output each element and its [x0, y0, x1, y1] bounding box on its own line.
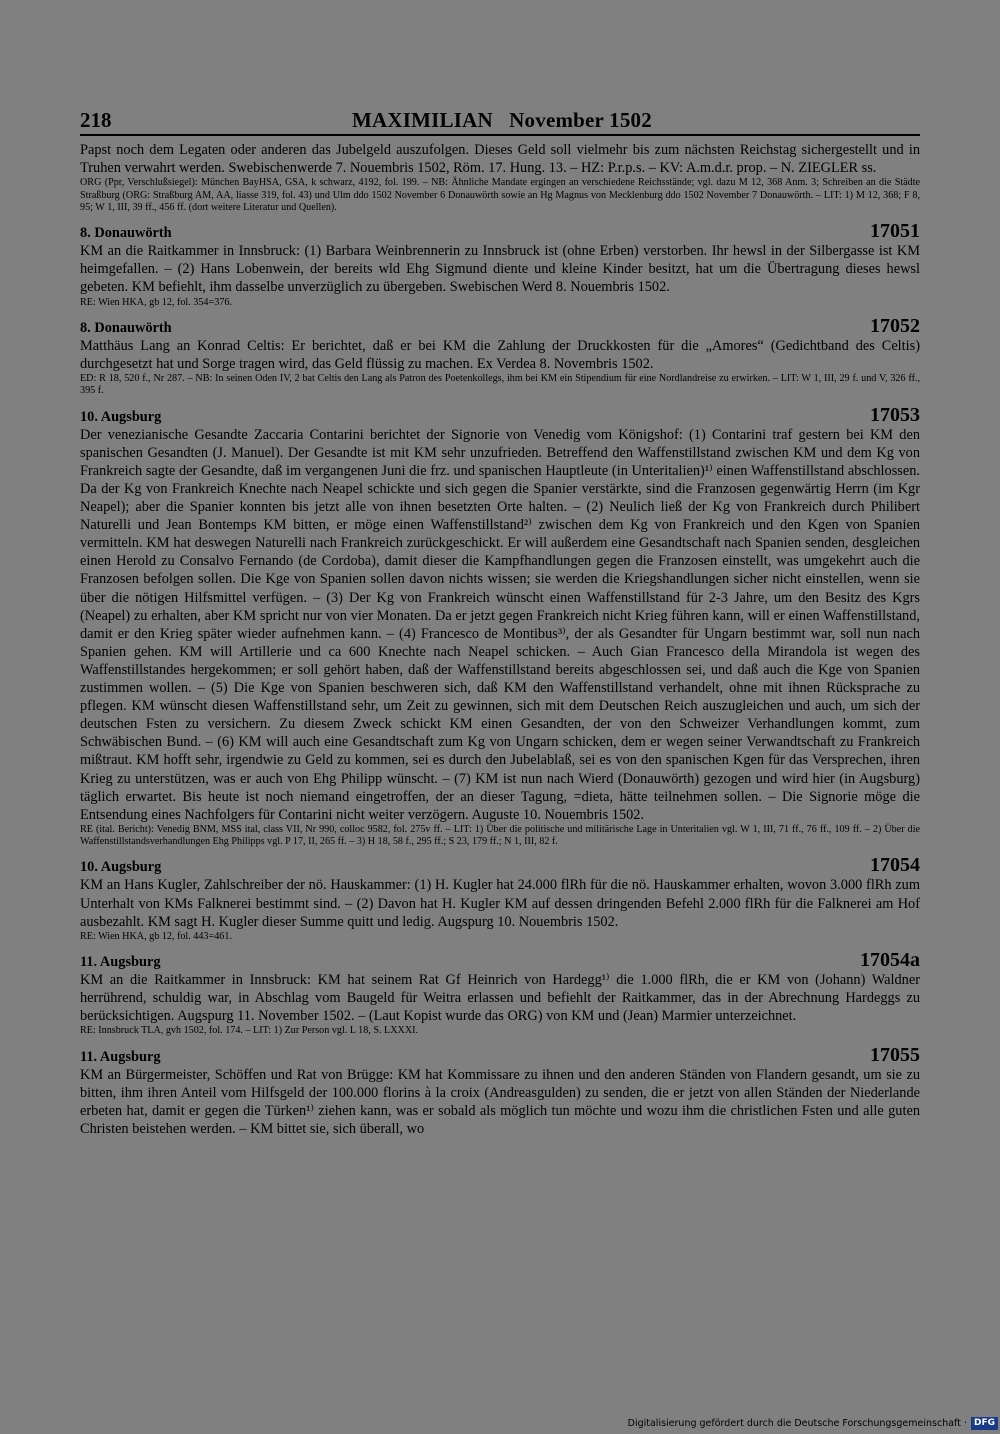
page-number: 218 — [80, 108, 112, 132]
entry-place: 8. Donauwörth — [80, 319, 172, 336]
entry-text: KM an die Raitkammer in Innsbruck: KM hat seinem Rat Gf Heinrich von Hardegg¹⁾ die 1.000 flRh, die er KM von (Johann) Waldner herrührend, schuldig war, in Abschlag vom Baugeld für Weitra erlassen und befiehlt der Raitkammer, das in der Abrechnung Hardeggs zu berücksichtigen. Augspurg 11. November 1502. – (Laut Kopist wurde das ORG) von KM und (Jean) Marmier unterzeichnet. — [80, 972, 920, 1025]
entry-note: RE: Wien HKA, gb 12, fol. 443=461. — [80, 930, 232, 942]
entry-note: RE (ital. Bericht): Venedig BNM, MSS ital, class VII, Nr 990, colloc 9582, fol. 275v ff. – LIT: 1) Über die politische und militärische Lage in Unteritalien vgl. W 1, III, 71 ff., 76 ff., 109 ff. – 2) Über die Waffenstillstandsverhandlungen Ehg Philipps vgl. P 17, II, 265 ff. – 3) H 18, 58 f., 295 ff.; S 23, 179 ff.; N 1, III, 82 f. — [80, 823, 920, 848]
intro-note: ORG (Ppr, Verschlußsiegel): München BayHSA, GSA, k schwarz, 4192, fol. 199. – NB: Ähnliche Mandate ergingen an verschiedene Reichsstände; vgl. dazu M 12, 368 Anm. 3; Schreiben an die Städte Straßburg (ORG: Straßburg AM, AA, liasse 319, fol. 43) und Ulm ddo 1502 November 6 Donauwörth sowie an Hg Magnus von Mecklenburg ddo 1502 November 7 Donauwörth. – LIT: 1) M 12, 368; F 8, 95; W 1, III, 39 ff., 456 ff. (dort weitere Literatur und Quellen). — [80, 177, 920, 213]
entry-text: Der venezianische Gesandte Zaccaria Contarini berichtet der Signorie von Venedig vom Königshof: (1) Contarini traf gestern bei KM den spanischen Gesandten (J. Manuel). Der Gesandte ist mit KM sehr unzufrieden. Betreffend den Waffenstillstand zwischen KM und dem Kg von Frankreich sagte der Gesandte, daß im vergangenen Juni die frz. und spanischen Hauptleute (in Unteritalien)¹⁾ einen Waffenstillstand abschlossen. Da der Kg von Frankreich Knechte nach Neapel schickte und sich gegen die Spanier verstärkte, sind die Franzosen gegenwärtig Herrn (im Kgr Neapel); aber die Spanier konnten bis jetzt alle von ihnen besetzten Orte halten. – (2) Neulich ließ der Kg von Frankreich durch Philibert Naturelli und Jean Bontemps KM bitten, er möge einen Waffenstillstand²⁾ zwischen dem Kg von Frankreich und den Kgen von Spanien vermitteln. KM hat deswegen Naturelli nach Frankreich zurückgeschickt. Er will außerdem eine Gesandtschaft nach Spanien senden, desgleichen einen Herold zu Consalvo Fernando (de Cordoba), damit dieser die Kampfhandlungen gegen die Franzosen einstellt, was umgekehrt auch die Franzosen befolgen sollen. Die Kge von Spanien sollen davon nichts wissen; sie werden die Kriegshandlungen sicher nicht einstellen, wenn sie über die nötigen Hilfsmittel verfügen. – (3) Der Kg von Frankreich wünscht einen Waffenstillstand für 2-3 Jahre, um den Besitz des Kgrs (Neapel) zu erhalten, aber KM spricht nur von vier Monaten. Da er jetzt gegen Frankreich nicht Krieg führen kann, will er einen Waffenstillstand, damit er den Krieg später wieder aufnehmen kann. – (4) Francesco de Montibus³⁾, der als Gesandter für Ungarn bestimmt war, soll nun nach Spanien gehen. KM will Artillerie und ca 600 Knechte nach Neapel schicken. – Auch Gian Francesco della Mirandola ist wegen des Waffenstillstandes hergekommen; er soll gehört haben, daß der Waffenstillstand bereits abgeschlossen sei, und daß auch die Kge von Spanien zustimmen wollen. – (5) Die Kge von Spanien beschweren sich, daß KM den Waffenstillstand verhandelt, ohne mit ihnen Rücksprache zu pflegen. KM wünscht diesen Waffenstillstand sehr, um Zeit zu gewinnen, sich mit dem Deutschen Reich auszugleichen und auch, um sich der deutschen Fsten zu versichern. Zu diesem Zweck schickt KM einen Gesandten, der von den Schweizer Verhandlungen kommt, zum Schwäbischen Bund. – (6) KM will auch eine Gesandtschaft zum Kg von Ungarn schicken, dem er wegen seiner Verwandtschaft zu Frankreich mißtraut. KM hofft sehr, irgendwie zu Geld zu kommen, sei es durch den Jubelablaß, sei es von den spanischen Kgen für das Versprechen, ihren Krieg zu unterstützen, was er auch von Ehg Philipp wünscht. – (7) KM ist nun nach Wierd (Donauwörth) gezogen und wird hier (in Augsburg) täglich erwartet. Bis heute ist noch niemand eingetroffen, der an dieser Tagung, =dieta, hätte teilnehmen sollen. – Die Signorie möge die Entsendung eines Nachfolgers für Contarini nicht weiter verzögern. Auguste 10. Nouembris 1502. — [80, 426, 920, 823]
intro-text: Papst noch dem Legaten oder anderen das Jubelgeld auszufolgen. Dieses Geld soll vielmehr bis zum nächsten Reichstag sichergestellt und in Truhen verwahrt werden. Swebischenwerde 7. Nouembris 1502, Röm. 17. Hung. 13. – HZ: P.r.p.s. – KV: A.m.d.r. prop. – N. ZIEGLER ss. — [80, 142, 920, 177]
entry-head — [80, 951, 920, 971]
entry-place: 10. Augsburg — [80, 408, 162, 425]
header-rule — [80, 134, 920, 136]
footer-credit — [628, 1417, 998, 1430]
entry-text: Matthäus Lang an Konrad Celtis: Er berichtet, daß er bei KM die Zahlung der Druckkosten für die „Amores“ (Gedichtband des Celtis) durchgesetzt hat und Sorge tragen wird, das Geld flüssig zu machen. Ex Verdea 8. Novembris 1502. — [80, 337, 920, 372]
entry-text: KM an die Raitkammer in Innsbruck: (1) Barbara Weinbrennerin zu Innsbruck ist (ohne Erben) verstorben. Ihr hewsl in der Silbergasse ist KM heimgefallen. – (2) Hans Lobenwein, der bereits wld Ehg Sigmund diente und kleine Kinder besitzt, hat um die Übertragung dieses hewsl gebeten. KM befiehlt, ihm dasselbe unverzüglich zu übergeben. Swebischen Werd 8. Nouembris 1502. — [80, 243, 920, 296]
entry-number: 17054 — [870, 854, 920, 877]
entry-note: ED: R 18, 520 f., Nr 287. – NB: In seinen Oden IV, 2 bat Celtis den Lang als Patron des Poetenkollegs, ihm bei KM ein Stipendium für eine Nordlandreise zu erwirken. – LIT: W 1, III, 29 f. und V, 326 ff., 395 f. — [80, 373, 920, 397]
entry-place: 10. Augsburg — [80, 859, 162, 876]
entry-number: 17053 — [870, 403, 920, 426]
footer-text: Digitalisierung gefördert durch die Deutsche Forschungsgemeinschaft · — [627, 1418, 967, 1429]
entry-head — [80, 314, 920, 337]
page-header — [80, 108, 920, 136]
entry-number: 17054a — [860, 949, 920, 972]
entry-head — [80, 1043, 920, 1066]
entry-number: 17052 — [870, 314, 920, 337]
running-title: MAXIMILIAN November 1502 — [352, 108, 652, 132]
entry-place: 11. Augsburg — [80, 954, 161, 971]
entry-head — [80, 403, 920, 426]
entry-head — [80, 222, 920, 242]
entry-text: KM an Hans Kugler, Zahlschreiber der nö. Hauskammer: (1) H. Kugler hat 24.000 flRh für die nö. Hauskammer erhalten, wovon 3.000 flRh zum Unterhalt von KMs Falknerei bestimmt sind. – (2) Davon hat H. Kugler KM auf dessen dringenden Befehl 2.000 flRh für die Falknerei am Hof ausbezahlt. KM sagt H. Kugler dieser Summe quitt und ledig. Augspurg 10. Nouembris 1502. — [80, 877, 920, 930]
entry-note: RE: Wien HKA, gb 12, fol. 354=376. — [80, 296, 232, 308]
page-content — [80, 141, 920, 1138]
entry-note: RE: Innsbruck TLA, gvh 1502, fol. 174. – LIT: 1) Zur Person vgl. L 18, S. LXXXI. — [80, 1025, 419, 1037]
entry-number: 17051 — [870, 220, 920, 243]
entry-place: 11. Augsburg — [80, 1048, 161, 1065]
dfg-logo: DFG — [971, 1417, 998, 1430]
entry-head — [80, 856, 920, 876]
entry-text: KM an Bürgermeister, Schöffen und Rat von Brügge: KM hat Kommissare zu ihnen und den anderen Ständen von Flandern gesandt, um sie zu bitten, ihm ihren Anteil vom Hilfsgeld der 100.000 florins à la croix (Andreasgulden) zu senden, die er jetzt von allen Ständen der Niederlande erbeten hat, damit er gegen die Türken¹⁾ ziehen kann, was er sobald als möglich tun möchte und wozu ihm die christlichen Fsten und alle guten Christen beistehen werden. – KM bittet sie, sich überall, wo — [80, 1066, 920, 1137]
entry-number: 17055 — [870, 1043, 920, 1066]
entry-place: 8. Donauwörth — [80, 225, 172, 242]
